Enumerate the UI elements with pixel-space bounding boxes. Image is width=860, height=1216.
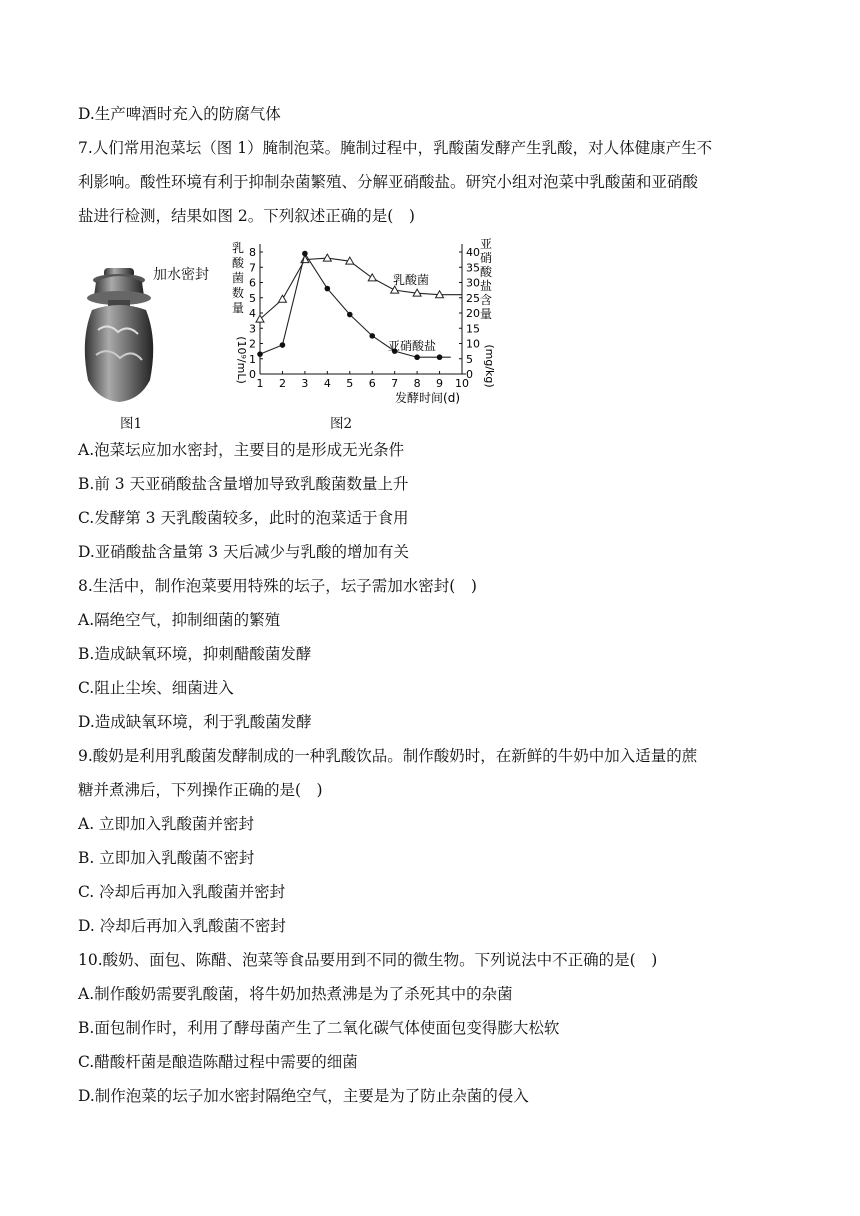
nitrite-point [280,342,286,348]
q8-option-a: A.隔绝空气，抑制细菌的繁殖 [78,611,281,629]
y-left-tick-label: 8 [249,246,256,259]
nitrite-point [347,312,353,318]
q10-option-d: D.制作泡菜的坛子加水密封隔绝空气，主要是为了防止杂菌的侵入 [78,1087,529,1105]
x-tick-label: 7 [391,377,399,390]
y-right-axis-unit: (mg/kg) [483,344,496,388]
q7-option-d: D.亚硝酸盐含量第 3 天后减少与乳酸的增加有关 [78,543,410,561]
x-tick-label: 6 [368,377,376,390]
q7-stem-line-1: 7.人们常用泡菜坛（图 1）腌制泡菜。腌制过程中，乳酸菌发酵产生乳酸，对人体健康产生不 [78,139,713,157]
figure1-caption: 图1 [120,416,143,432]
y-right-tick-label: 20 [466,307,480,320]
lactobacillus-point [278,295,286,302]
x-tick-label: 5 [346,377,354,390]
x-tick-label: 8 [413,377,421,390]
pickle-jar-image [78,260,158,436]
y-left-tick-label: 0 [249,368,256,381]
q8-option-d: D.造成缺氧环境，利于乳酸菌发酵 [78,713,312,731]
y-left-tick-label: 4 [249,307,256,320]
y-right-axis-label: 亚硝酸盐含量 [479,237,493,321]
y-left-tick-label: 2 [249,337,256,351]
x-tick-label: 4 [323,377,331,390]
y-right-tick-label: 25 [466,291,480,305]
lactobacillus-point [368,274,376,281]
q6-option-d: D.生产啤酒时充入的防腐气体 [78,105,281,123]
y-left-tick-label: 6 [249,276,256,290]
q7-stem-line-3: 盐进行检测，结果如图 2。下列叙述正确的是( ) [78,207,415,225]
series-label-nitrite: 亚硝酸盐 [388,339,437,353]
nitrite-point [302,251,308,257]
q10-stem: 10.酸奶、面包、陈醋、泡菜等食品要用到不同的微生物。下列说法中不正确的是( ) [78,951,658,969]
q9-option-c: C. 冷却后再加入乳酸菌并密封 [78,883,286,901]
y-right-tick-label: 40 [466,246,480,259]
q8-stem: 8.生活中，制作泡菜要用特殊的坛子，坛子需加水密封( ) [78,577,477,595]
q9-stem-line-2: 糖并煮沸后，下列操作正确的是( ) [78,781,323,799]
y-right-tick-label: 0 [466,368,473,381]
x-axis-label: 发酵时间(d) [395,391,460,405]
q9-option-a: A. 立即加入乳酸菌并密封 [78,815,255,833]
q10-option-c: C.醋酸杆菌是酿造陈醋过程中需要的细菌 [78,1053,358,1071]
y-left-tick-label: 5 [249,291,256,305]
q7-stem-line-2: 利影响。酸性环境有利于抑制杂菌繁殖、分解亚硝酸盐。研究小组对泡菜中乳酸菌和亚硝酸 [78,173,699,191]
q7-option-c: C.发酵第 3 天乳酸菌较多，此时的泡菜适于食用 [78,509,409,527]
x-tick-label: 2 [278,377,286,390]
y-left-tick-label: 3 [249,322,256,336]
lactobacillus-point [323,254,331,261]
y-left-axis-label: 乳酸菌数量 [231,241,245,315]
q9-option-d: D. 冷却后再加入乳酸菌不密封 [78,917,286,935]
y-right-tick-label: 35 [466,261,480,275]
lactobacillus-point [391,286,399,293]
nitrite-point [437,354,443,360]
x-tick-label: 9 [436,377,444,390]
y-right-tick-label: 15 [466,322,480,336]
y-right-tick-label: 30 [466,276,480,290]
y-left-tick-label: 7 [249,261,256,275]
figure-area [78,236,498,436]
nitrite-point [414,354,420,360]
q9-stem-line-1: 9.酸奶是利用乳酸菌发酵制成的一种乳酸饮品。制作酸奶时，在新鲜的牛奶中加入适量的蔗 [78,747,698,765]
q7-option-b: B.前 3 天亚硝酸盐含量增加导致乳酸菌数量上升 [78,475,409,493]
q9-option-b: B. 立即加入乳酸菌不密封 [78,849,255,867]
jar-label: 加水密封 [153,267,209,283]
q8-option-b: B.造成缺氧环境，抑刺醋酸菌发酵 [78,645,312,663]
x-tick-label: 3 [301,377,309,390]
fermentation-chart [228,236,498,414]
series-line-lactobacillus [260,258,462,319]
q10-option-b: B.面包制作时，利用了酵母菌产生了二氧化碳气体使面包变得膨大松软 [78,1019,560,1037]
x-tick-label: 1 [256,377,264,390]
y-left-tick-label: 1 [249,352,256,366]
y-right-tick-label: 5 [466,352,473,366]
nitrite-point [325,286,331,292]
q7-option-a: A.泡菜坛应加水密封，主要目的是形成无光条件 [78,441,405,459]
y-right-tick-label: 10 [466,337,480,351]
figure2-caption: 图2 [330,416,353,432]
q8-option-c: C.阻止尘埃、细菌进入 [78,679,234,697]
y-left-axis-unit: (10⁹/mL) [235,336,248,384]
series-label-lactobacillus: 乳酸菌 [393,273,430,287]
x-tick-label: 10 [455,377,469,390]
q10-option-a: A.制作酸奶需要乳酸菌，将牛奶加热煮沸是为了杀死其中的杂菌 [78,985,513,1003]
nitrite-point [369,333,375,339]
nitrite-point [257,351,263,357]
